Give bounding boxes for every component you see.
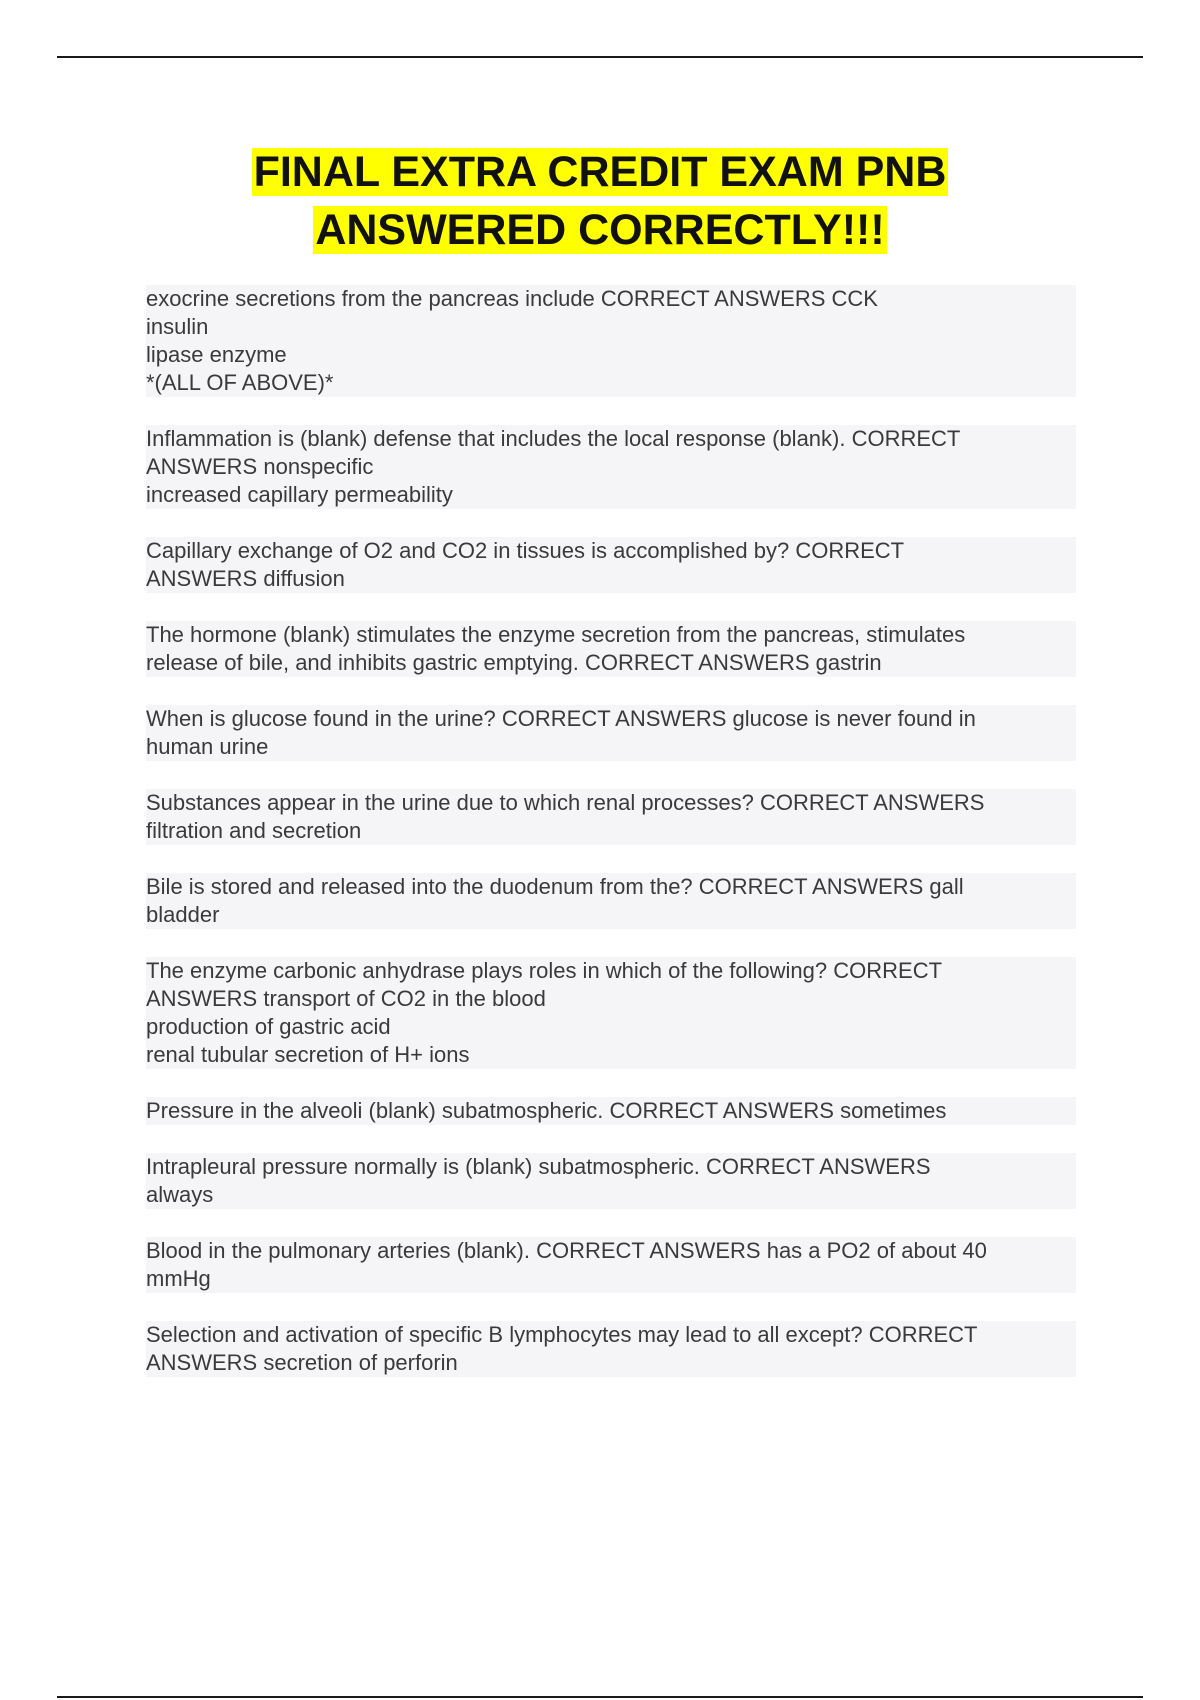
qa-item xyxy=(146,621,1076,677)
question-answer-list xyxy=(146,285,1076,1405)
qa-item xyxy=(146,957,1076,1069)
qa-line: ANSWERS diffusion xyxy=(146,565,1076,593)
title-line-1: FINAL EXTRA CREDIT EXAM PNB xyxy=(253,148,947,196)
qa-line: always xyxy=(146,1181,1076,1209)
qa-line: release of bile, and inhibits gastric emptying. CORRECT ANSWERS gastrin xyxy=(146,649,1076,677)
qa-line: mmHg xyxy=(146,1265,1076,1293)
document-title xyxy=(0,143,1200,259)
qa-item xyxy=(146,425,1076,509)
qa-item xyxy=(146,1153,1076,1209)
bottom-rule xyxy=(57,1696,1143,1698)
qa-line: production of gastric acid xyxy=(146,1013,1076,1041)
qa-line: lipase enzyme xyxy=(146,341,1076,369)
qa-line: Blood in the pulmonary arteries (blank). CORRECT ANSWERS has a PO2 of about 40 xyxy=(146,1237,1076,1265)
qa-line: The enzyme carbonic anhydrase plays roles in which of the following? CORRECT xyxy=(146,957,1076,985)
qa-line: ANSWERS transport of CO2 in the blood xyxy=(146,985,1076,1013)
qa-line: renal tubular secretion of H+ ions xyxy=(146,1041,1076,1069)
qa-line: filtration and secretion xyxy=(146,817,1076,845)
qa-item xyxy=(146,873,1076,929)
qa-line: The hormone (blank) stimulates the enzyme secretion from the pancreas, stimulates xyxy=(146,621,1076,649)
qa-item xyxy=(146,1097,1076,1125)
qa-item xyxy=(146,705,1076,761)
qa-line: *(ALL OF ABOVE)* xyxy=(146,369,1076,397)
qa-line: human urine xyxy=(146,733,1076,761)
qa-line: Inflammation is (blank) defense that includes the local response (blank). CORRECT xyxy=(146,425,1076,453)
qa-item xyxy=(146,537,1076,593)
qa-line: increased capillary permeability xyxy=(146,481,1076,509)
qa-line: Substances appear in the urine due to which renal processes? CORRECT ANSWERS xyxy=(146,789,1076,817)
title-line-2: ANSWERED CORRECTLY!!! xyxy=(315,206,885,254)
qa-line: Capillary exchange of O2 and CO2 in tissues is accomplished by? CORRECT xyxy=(146,537,1076,565)
qa-line: ANSWERS secretion of perforin xyxy=(146,1349,1076,1377)
top-rule xyxy=(57,56,1143,58)
qa-line: insulin xyxy=(146,313,1076,341)
qa-line: Selection and activation of specific B lymphocytes may lead to all except? CORRECT xyxy=(146,1321,1076,1349)
qa-line: Pressure in the alveoli (blank) subatmospheric. CORRECT ANSWERS sometimes xyxy=(146,1097,1076,1125)
qa-line: Bile is stored and released into the duodenum from the? CORRECT ANSWERS gall xyxy=(146,873,1076,901)
qa-line: Intrapleural pressure normally is (blank) subatmospheric. CORRECT ANSWERS xyxy=(146,1153,1076,1181)
qa-line: ANSWERS nonspecific xyxy=(146,453,1076,481)
qa-line: bladder xyxy=(146,901,1076,929)
qa-line: When is glucose found in the urine? CORRECT ANSWERS glucose is never found in xyxy=(146,705,1076,733)
qa-item xyxy=(146,1237,1076,1293)
qa-item xyxy=(146,789,1076,845)
qa-line: exocrine secretions from the pancreas include CORRECT ANSWERS CCK xyxy=(146,285,1076,313)
qa-item xyxy=(146,1321,1076,1377)
qa-item xyxy=(146,285,1076,397)
